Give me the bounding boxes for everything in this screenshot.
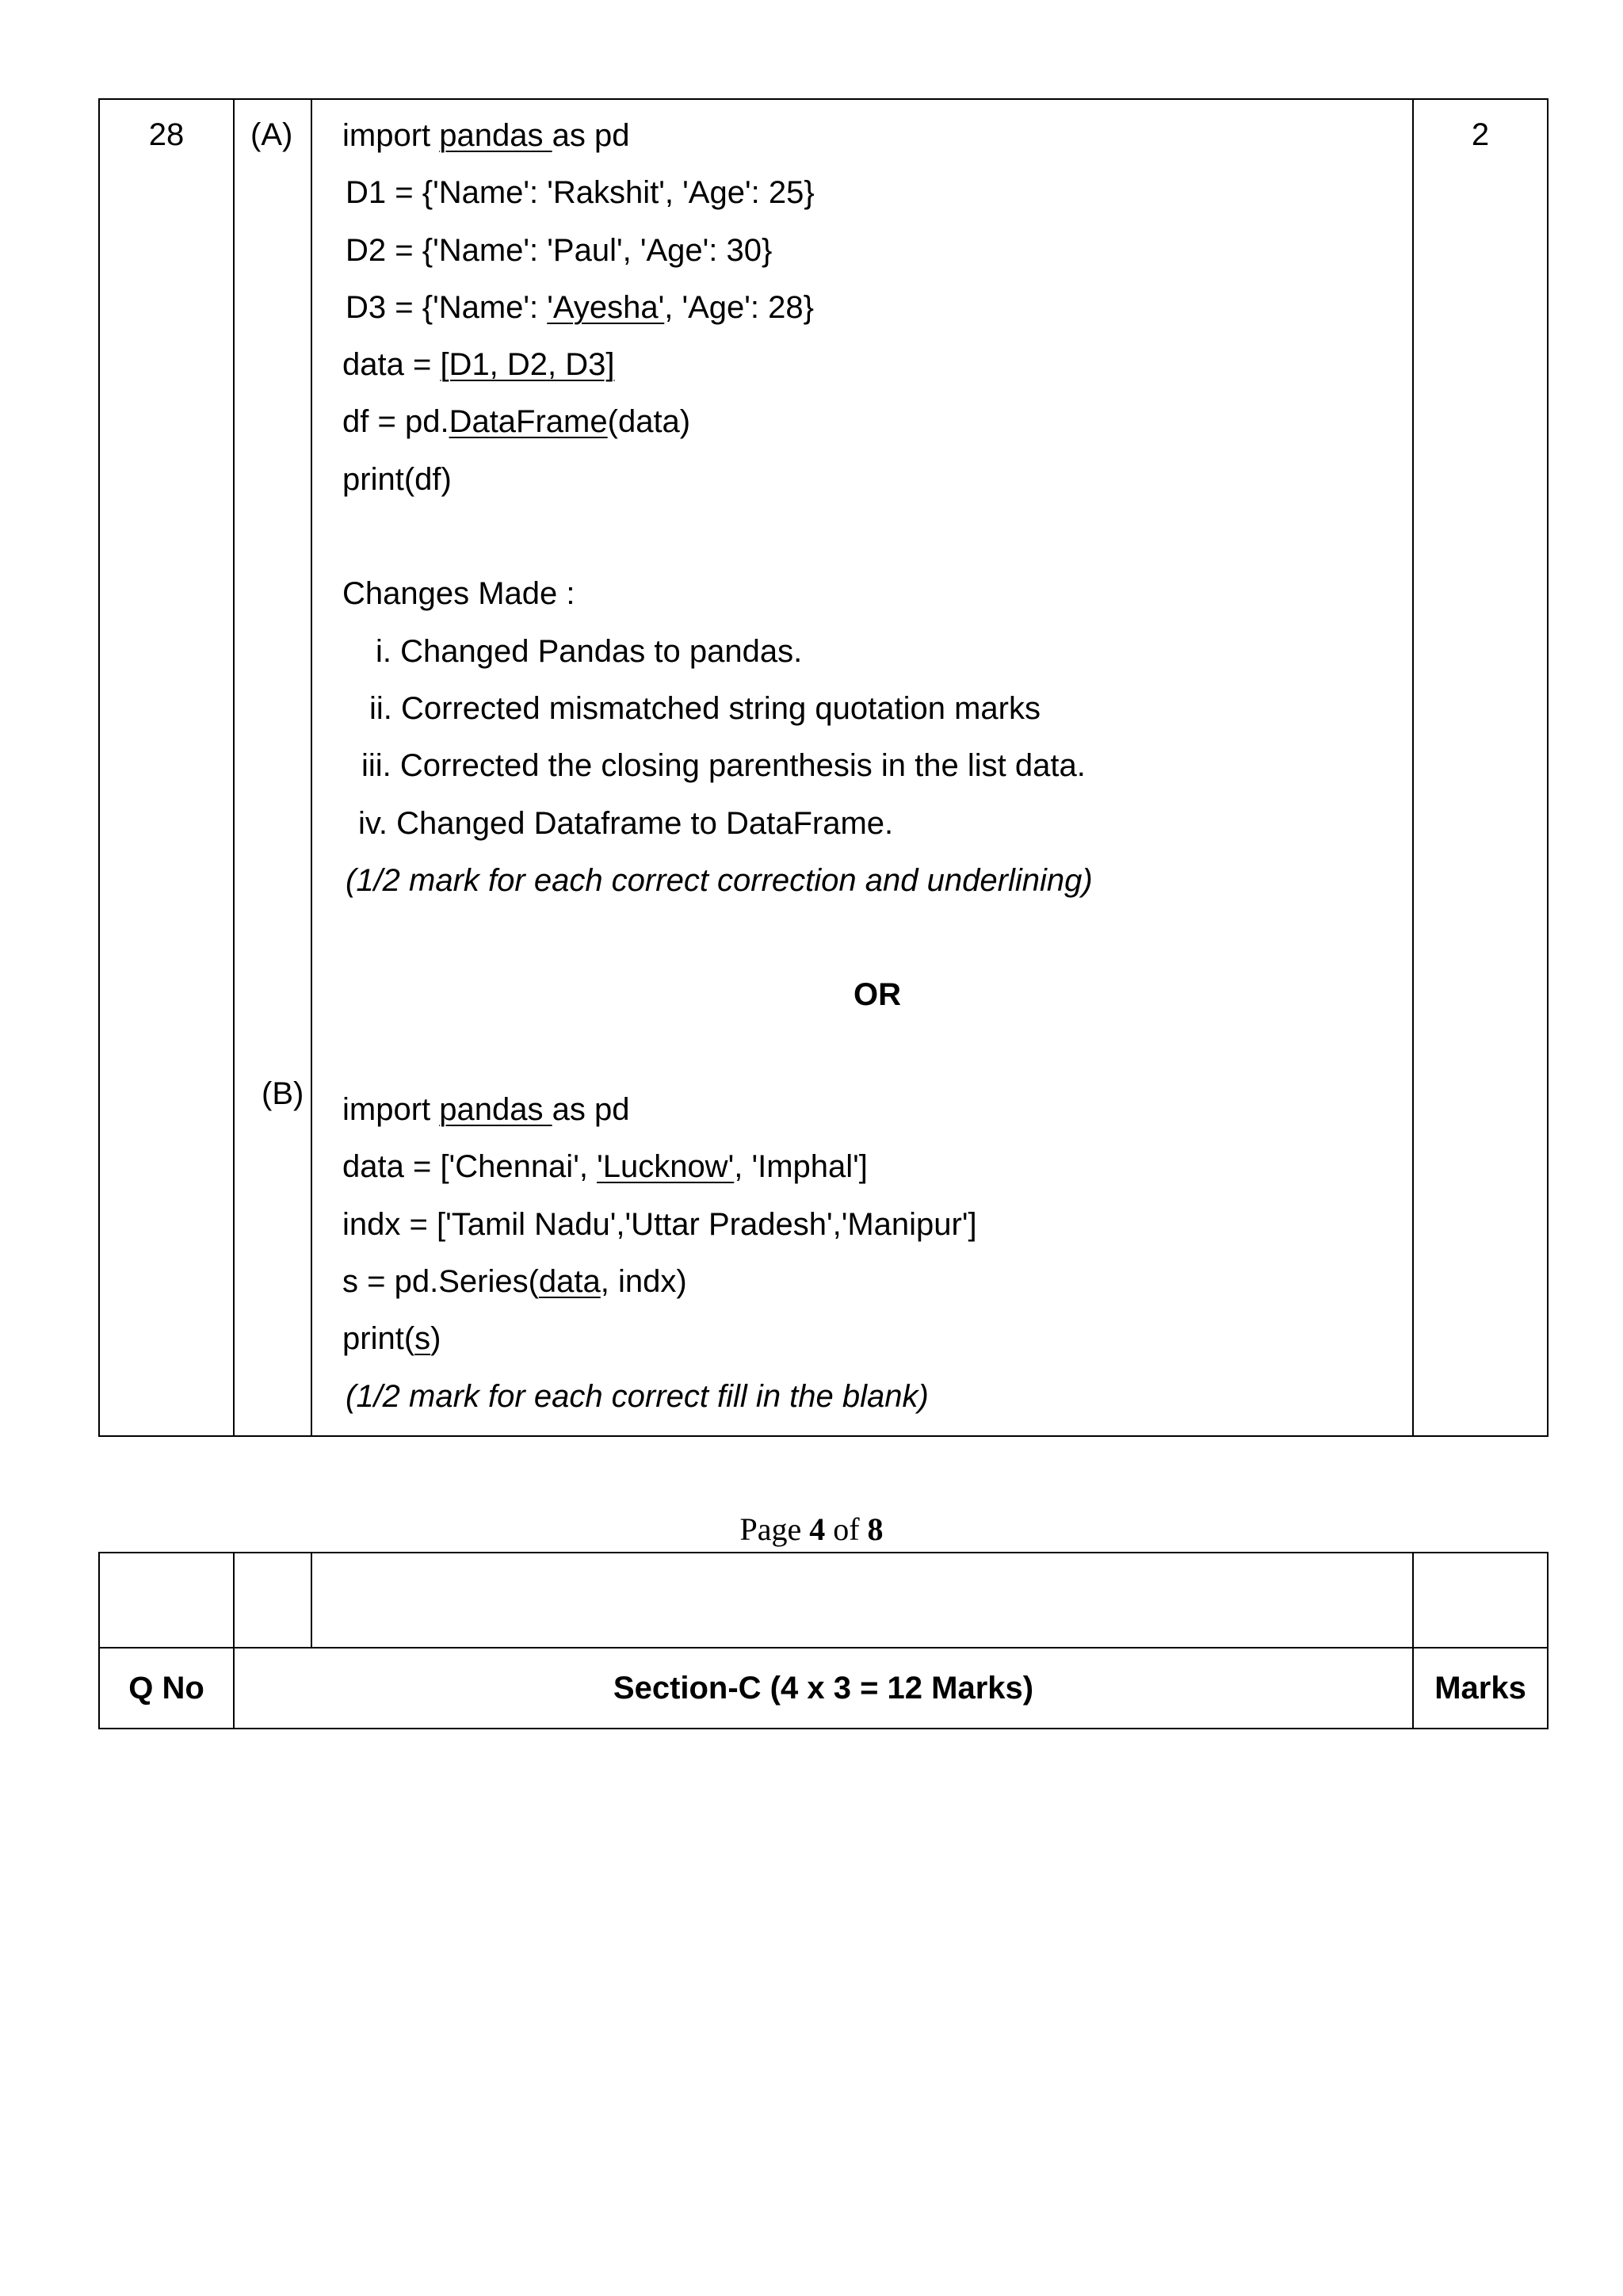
code-line: D2 = {'Name': 'Paul', 'Age': 30} [346, 232, 773, 268]
code-line: data = ['Chennai', 'Lucknow', 'Imphal'] [342, 1149, 868, 1185]
page-number: Page 4 of 8 [739, 1511, 884, 1547]
marks-header: Marks [1413, 1648, 1548, 1729]
code-line: print(df) [342, 461, 452, 497]
answer-content [311, 99, 1413, 1436]
code-line: D1 = {'Name': 'Rakshit', 'Age': 25} [346, 175, 815, 211]
answer-table [98, 98, 1549, 1437]
code-line: import pandas as pd [342, 118, 630, 153]
changes-title: Changes Made : [342, 576, 575, 612]
code-line: print(s) [342, 1321, 441, 1357]
code-line: indx = ['Tamil Nadu','Uttar Pradesh','Manipur'] [342, 1206, 977, 1242]
part-labels [234, 99, 311, 1436]
or-separator: OR [854, 977, 901, 1013]
code-line: data = [D1, D2, D3] [342, 347, 615, 383]
marking-note-a: (1/2 mark for each correct correction and underlining) [346, 862, 1093, 898]
section-header-row [99, 1648, 1548, 1729]
section-title: Section-C (4 x 3 = 12 Marks) [234, 1648, 1413, 1729]
marks-value: 2 [1413, 99, 1548, 1436]
qno-header: Q No [99, 1648, 234, 1729]
code-line: df = pd.DataFrame(data) [342, 404, 691, 440]
question-number: 28 [99, 99, 234, 1436]
change-item: iv. Changed Dataframe to DataFrame. [358, 805, 894, 841]
code-line: import pandas as pd [342, 1092, 630, 1128]
change-item: ii. Corrected mismatched string quotation marks [369, 690, 1041, 726]
change-item: iii. Corrected the closing parenthesis in the list data. [361, 748, 1086, 784]
code-line: s = pd.Series(data, indx) [342, 1263, 687, 1299]
change-item: i. Changed Pandas to pandas. [376, 633, 803, 669]
code-line: D3 = {'Name': 'Ayesha', 'Age': 28} [346, 289, 814, 325]
empty-row [99, 1553, 1548, 1648]
section-header-table [98, 1552, 1549, 1729]
marking-note-b: (1/2 mark for each correct fill in the blank) [346, 1378, 929, 1414]
part-b-label: (B) [262, 1076, 304, 1111]
part-a-label: (A) [250, 117, 293, 152]
